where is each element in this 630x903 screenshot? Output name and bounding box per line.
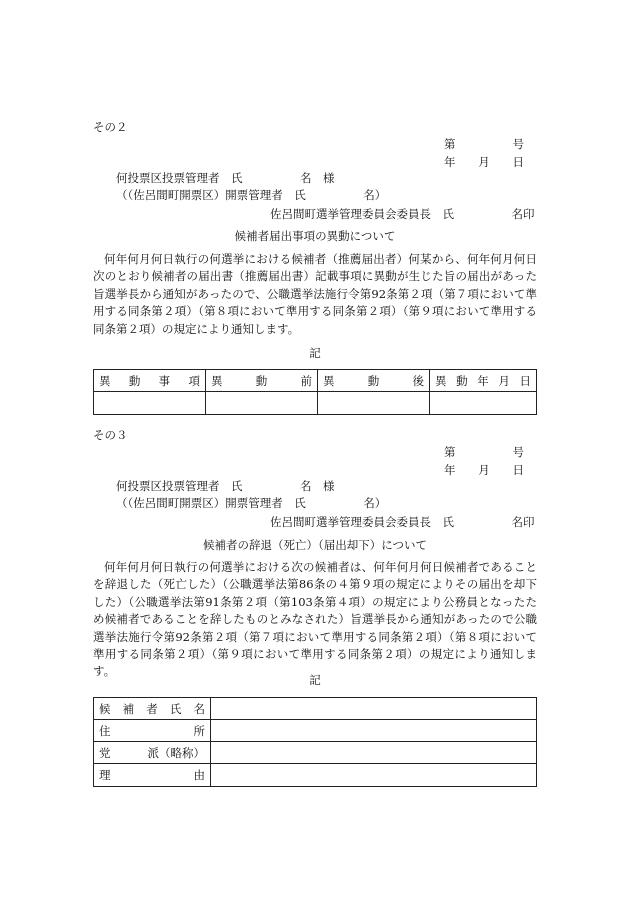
label-address: 住 所 (94, 720, 211, 742)
section2-ki: 記 (309, 346, 321, 360)
header-after-change: 異 動 後 (318, 370, 430, 392)
section3-ki: 記 (309, 673, 321, 687)
section3-date: 年 月 日 (444, 463, 524, 477)
section2-addressee: 何投票区投票管理者 氏 名 様 (116, 171, 335, 185)
section2-body: 何年何月何日執行の何選挙における候補者（推薦届出者）何某から、何年何月何日次のとおり候補者の届出書（推薦届出書）記載事項に異動が生じた旨の届出があった旨選挙長から通知があったので、公職選挙法施行令第92条第２項（第７項において準用する同条第２項）（第８項において準用する同条第２項）（第９項において準用する同条第２項）の規定により通知します。 (93, 252, 537, 336)
section3-addressee-alt: （（佐呂間町開票区）開票管理者 氏 名） (116, 496, 387, 510)
table-row (94, 698, 537, 720)
section3-title: 候補者の辞退（死亡）（届出却下）について (202, 538, 428, 552)
label-reason: 理 由 (94, 764, 211, 787)
section2-change-table (93, 369, 537, 415)
section3-label: その３ (93, 428, 128, 442)
section2-sender: 佐呂間町選挙管理委員会委員長 氏 名印 (270, 207, 535, 221)
section2-date: 年 月 日 (444, 155, 524, 169)
section2-addressee-alt: （（佐呂間町開票区）開票管理者 氏 名） (116, 188, 387, 202)
section3-candidate-table (93, 697, 537, 787)
header-before-change: 異 動 前 (206, 370, 318, 392)
cell-after-change (318, 392, 430, 415)
value-candidate-name (211, 698, 537, 720)
section3-sender: 佐呂間町選挙管理委員会委員長 氏 名印 (270, 515, 535, 529)
header-change-date: 異 動 年 月 日 (430, 370, 537, 392)
section2-document-number: 第 号 (444, 137, 524, 151)
cell-change-date (430, 392, 537, 415)
header-change-item: 異 動 事 項 (94, 370, 206, 392)
value-address (211, 720, 537, 742)
section2-label: その２ (93, 120, 128, 134)
table-row (94, 764, 537, 787)
section3-document-number: 第 号 (444, 445, 524, 459)
section3-body: 何年何月何日執行の何選挙における次の候補者は、何年何月何日候補者であることを辞退した（死亡した）（公職選挙法第86条の４第９項の規定によりその届出を却下した）（公職選挙法第91条第２項（第103条第４項）の規定により公務員となったため候補者であることを辞したものとみなされた）旨選挙長から通知があったので公職選挙法施行令第92条第２項（第７項において準用する同条第２項）（第８項において準用する同条第２項）（第９項において準用する同条第２項）の規定により通知します。 (93, 560, 537, 679)
cell-change-item (94, 392, 206, 415)
label-party: 党 派（略称） (94, 742, 211, 764)
section2-title: 候補者届出事項の異動について (234, 229, 396, 243)
cell-before-change (206, 392, 318, 415)
table-row (94, 720, 537, 742)
value-party (211, 742, 537, 764)
table-header-row (94, 370, 537, 392)
label-candidate-name: 候 補 者 氏 名 (94, 698, 211, 720)
section3-addressee: 何投票区投票管理者 氏 名 様 (116, 479, 335, 493)
table-row (94, 392, 537, 415)
value-reason (211, 764, 537, 787)
table-row (94, 742, 537, 764)
